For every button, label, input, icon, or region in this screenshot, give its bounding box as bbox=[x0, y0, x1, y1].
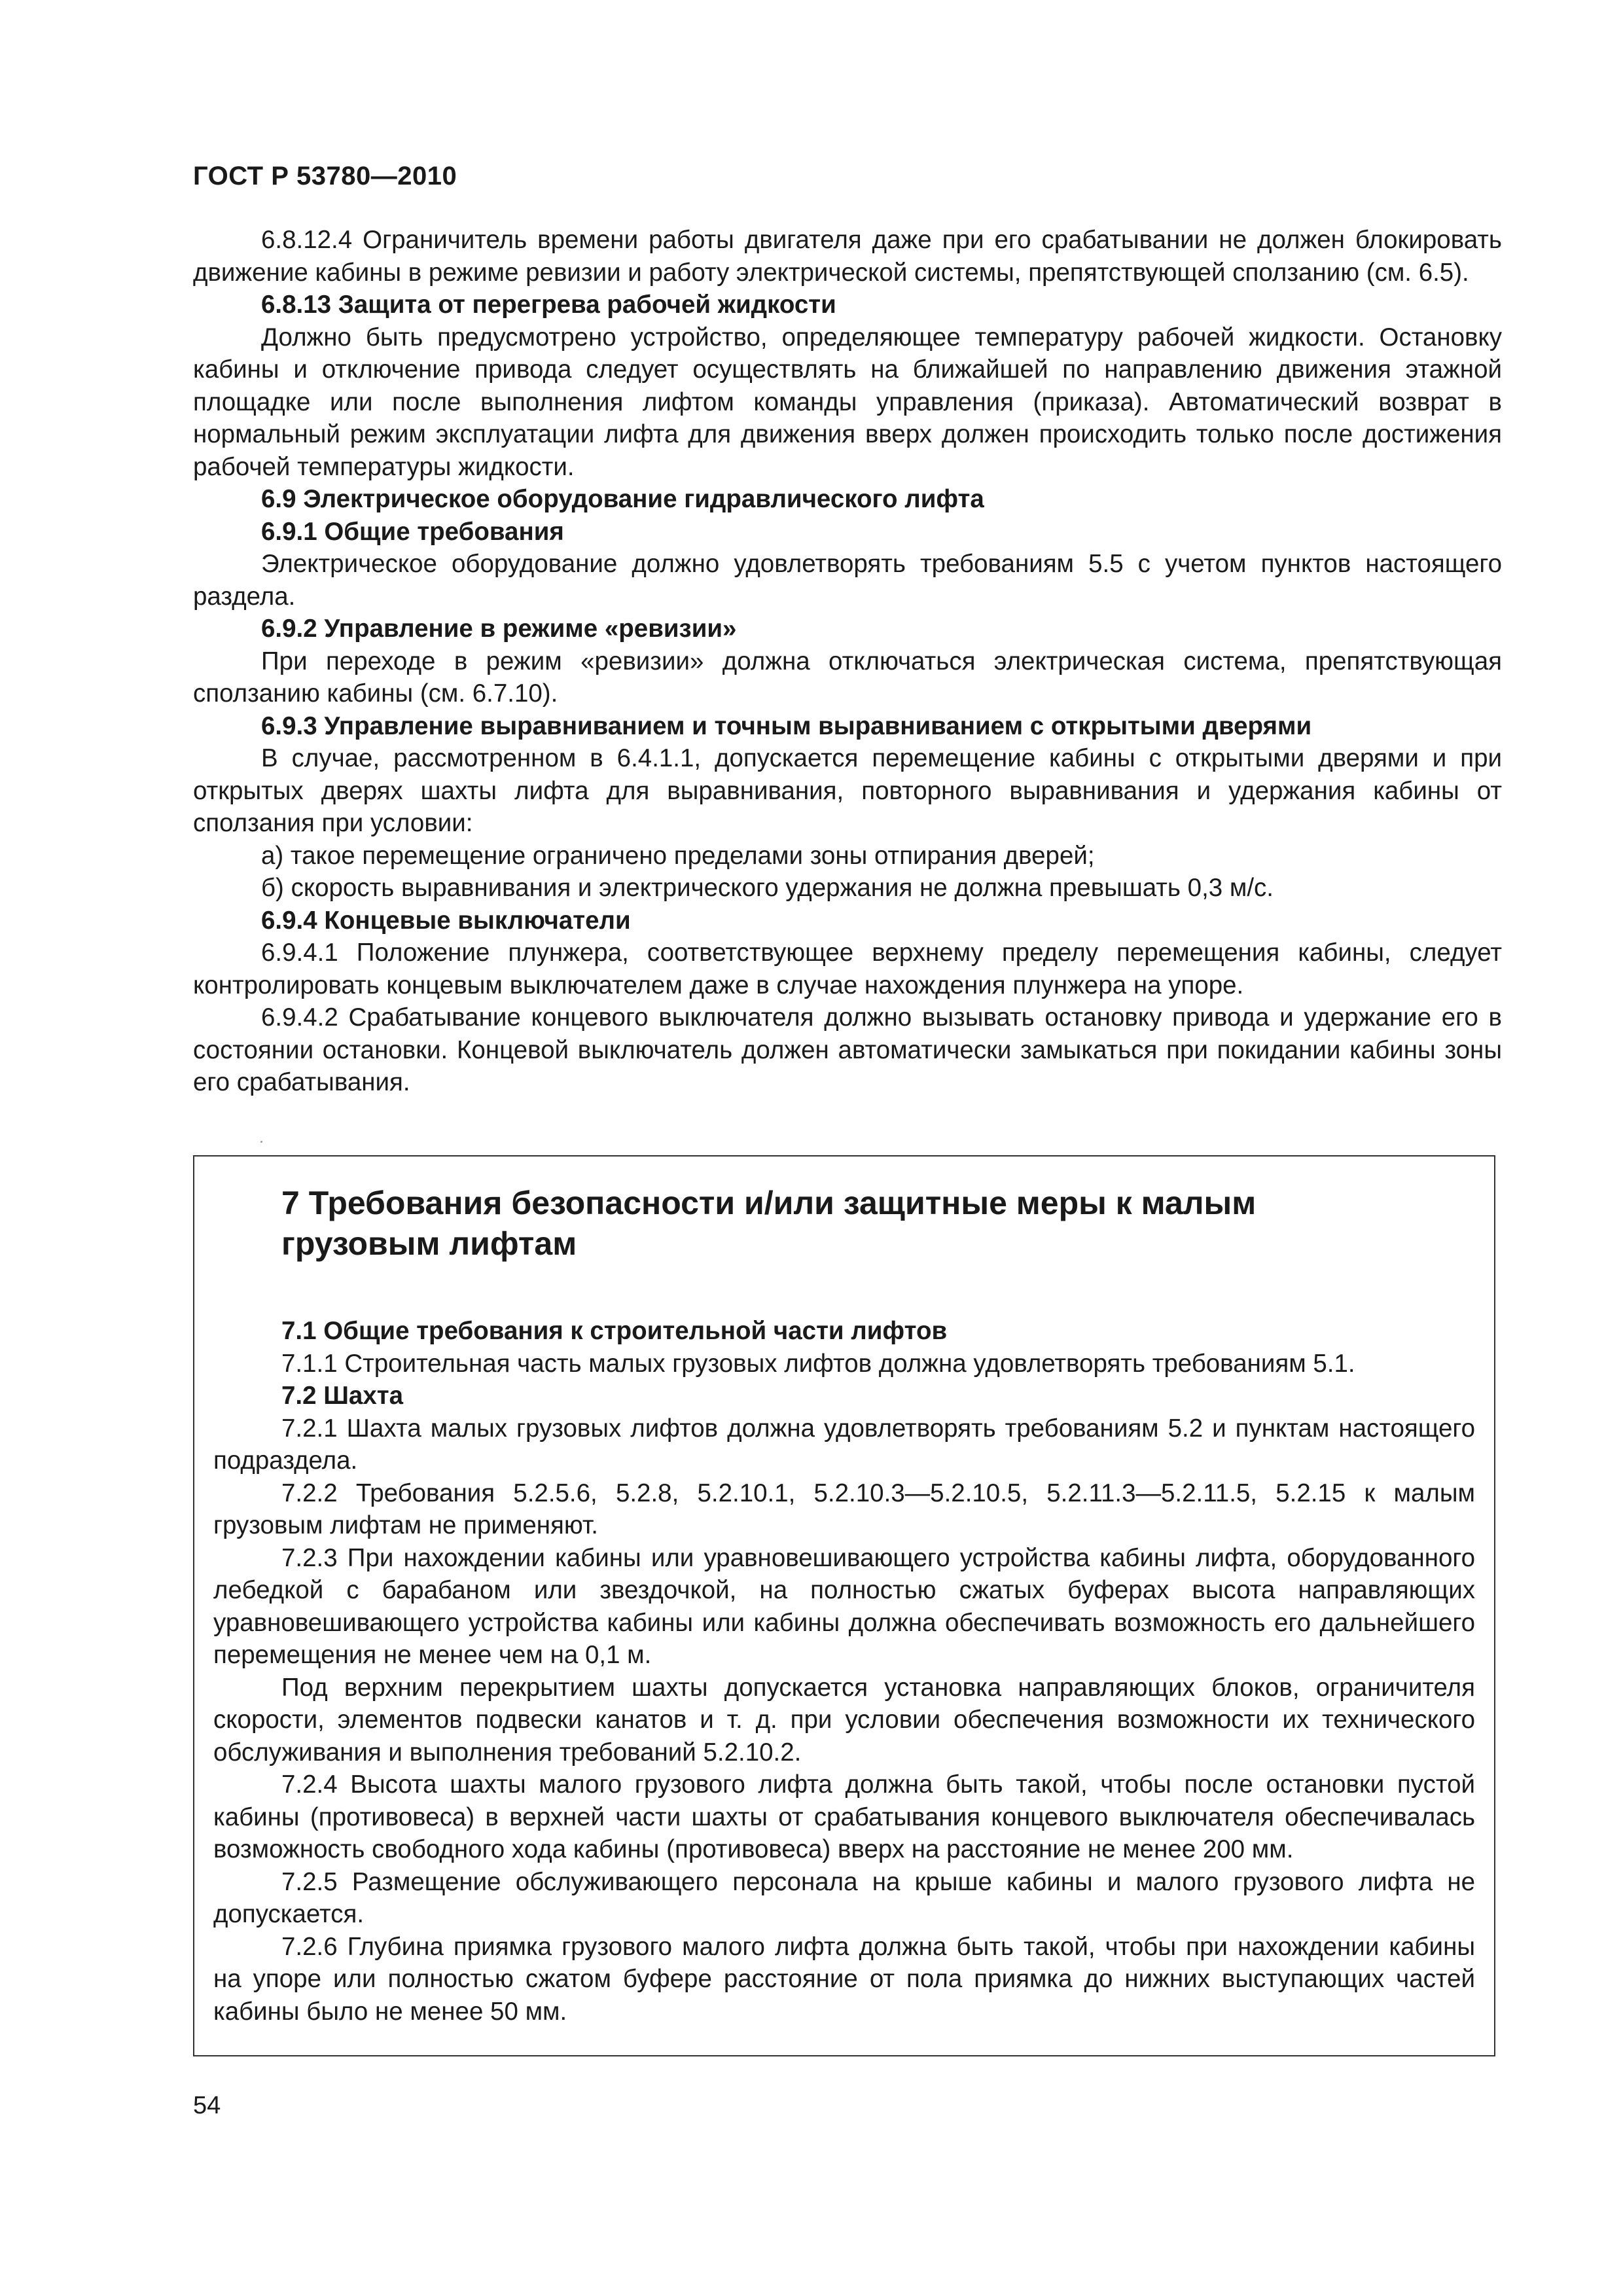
page-number: 54 bbox=[193, 2092, 221, 2119]
paragraph-7-2-5: 7.2.5 Размещение обслуживающего персонала на крыше кабины и малого грузового лифта не допускается. bbox=[213, 1867, 1475, 1928]
paragraph-7-2-4: 7.2.4 Высота шахты малого грузового лифта должна быть такой, чтобы после остановки пустой кабины (противовеса) в верхней части шахты от срабатывания концевого выключателя обеспечивалась возможность свободного хода кабины (противовеса) вверх на расстояние не менее 200 мм. bbox=[213, 1770, 1475, 1863]
heading-7-1: 7.1 Общие требования к строительной части лифтов bbox=[281, 1317, 948, 1345]
heading-6-9: 6.9 Электрическое оборудование гидравлического лифта bbox=[261, 485, 984, 513]
heading-6-9-2: 6.9.2 Управление в режиме «ревизии» bbox=[261, 615, 737, 643]
framed-section-7 bbox=[193, 1155, 1495, 2056]
list-item-b: б) скорость выравнивания и электрического удержания не должна превышать 0,3 м/с. bbox=[261, 874, 1274, 902]
document-code-header: ГОСТ Р 53780—2010 bbox=[193, 162, 457, 190]
section-7-title-line-2: грузовым лифтам bbox=[281, 1225, 577, 1262]
paragraph-7-2-1: 7.2.1 Шахта малых грузовых лифтов должна удовлетворять требованиям 5.2 и пунктам настоящего подраздела. bbox=[213, 1414, 1475, 1475]
paragraph-7-2-3-continued: Под верхним перекрытием шахты допускается установка направляющих блоков, ограничителя скорости, элементов подвески канатов и т. д. при условии обеспечения возможности их технического обслуживания и выполнения требований 5.2.10.2. bbox=[213, 1673, 1475, 1767]
paragraph-6-9-3: В случае, рассмотренном в 6.4.1.1, допускается перемещение кабины с открытыми дверями и при открытых дверях шахты лифта для выравнивания, повторного выравнивания и удержания кабины от сползания при условии: bbox=[193, 744, 1502, 837]
section-7-title-line-1: 7 Требования безопасности и/или защитные меры к малым bbox=[281, 1185, 1257, 1221]
paragraph-6-8-13: Должно быть предусмотрено устройство, определяющее температуру рабочей жидкости. Остановку кабины и отключение привода следует осуществлять на ближайшей по направлению движения этажной площадке или после выполнения лифтом команды управления (приказа). Автоматический возврат в нормальный режим эксплуатации лифта для движения вверх должен происходить только после достижения рабочей температуры жидкости. bbox=[193, 323, 1502, 481]
paragraph-6-9-4-1: 6.9.4.1 Положение плунжера, соответствующее верхнему пределу перемещения кабины, следует контролировать концевым выключателем даже в случае нахождения плунжера на упоре. bbox=[193, 939, 1502, 999]
paragraph-6-9-1: Электрическое оборудование должно удовлетворять требованиям 5.5 с учетом пунктов настоящего раздела. bbox=[193, 550, 1502, 611]
heading-7-2: 7.2 Шахта bbox=[281, 1382, 403, 1410]
paragraph-6-9-2: При переходе в режим «ревизии» должна отключаться электрическая система, препятствующая сползанию кабины (см. 6.7.10). bbox=[193, 647, 1502, 708]
section-7-title bbox=[281, 1183, 1475, 1264]
heading-6-9-3: 6.9.3 Управление выравниванием и точным выравниванием с открытыми дверями bbox=[261, 711, 1312, 740]
paragraph-7-2-2: 7.2.2 Требования 5.2.5.6, 5.2.8, 5.2.10.1, 5.2.10.3—5.2.10.5, 5.2.11.3—5.2.11.5, 5.2.15 к малым грузовым лифтам не применяют. bbox=[213, 1479, 1475, 1539]
scan-speck bbox=[260, 1141, 262, 1143]
heading-6-9-1: 6.9.1 Общие требования bbox=[261, 517, 564, 546]
main-text bbox=[193, 224, 1502, 1099]
heading-6-9-4: 6.9.4 Концевые выключатели bbox=[261, 906, 631, 935]
framed-section-content bbox=[213, 1183, 1475, 2028]
paragraph-7-2-3: 7.2.3 При нахождении кабины или уравновешивающего устройства кабины лифта, оборудованного лебедкой с барабаном или звездочкой, на полностью сжатых буферах высота направляющих уравновешивающего устройства кабины или кабины должна обеспечивать возможность его дальнейшего перемещения не менее чем на 0,1 м. bbox=[213, 1543, 1475, 1669]
paragraph-7-2-6: 7.2.6 Глубина приямка грузового малого лифта должна быть такой, чтобы при нахождении кабины на упоре или полностью сжатом буфере расстояние от пола приямка до нижних выступающих частей кабины было не менее 50 мм. bbox=[213, 1932, 1475, 2026]
list-item-a: а) такое перемещение ограничено пределами зоны отпирания дверей; bbox=[261, 841, 1095, 870]
paragraph-6-9-4-2: 6.9.4.2 Срабатывание концевого выключателя должно вызывать остановку привода и удержание его в состоянии остановки. Концевой выключатель должен автоматически замыкаться при покидании кабины зоны его срабатывания. bbox=[193, 1003, 1502, 1096]
paragraph-7-1-1: 7.1.1 Строительная часть малых грузовых лифтов должна удовлетворять требованиям 5.1. bbox=[281, 1349, 1355, 1378]
paragraph-6-8-12-4: 6.8.12.4 Ограничитель времени работы двигателя даже при его срабатывании не должен блокировать движение кабины в режиме ревизии и работу электрической системы, препятствующей сползанию (см. 6.5). bbox=[193, 226, 1502, 287]
heading-6-8-13: 6.8.13 Защита от перегрева рабочей жидкости bbox=[261, 291, 836, 319]
